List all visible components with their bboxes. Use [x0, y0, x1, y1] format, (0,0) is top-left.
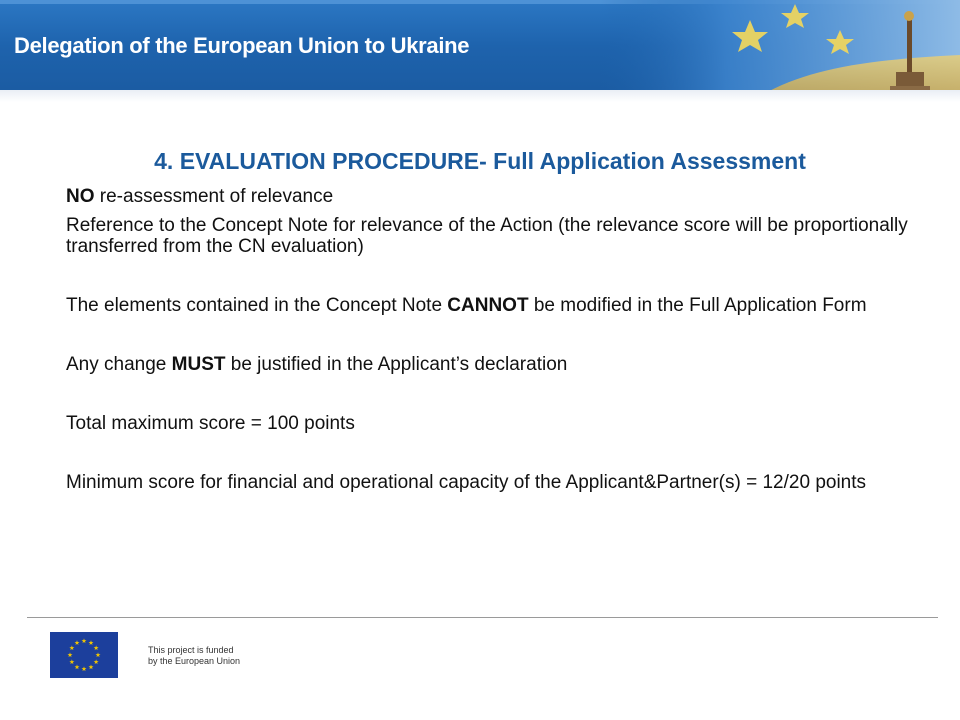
slide-title: 4. EVALUATION PROCEDURE- Full Application Assessment — [154, 148, 806, 174]
banner-title: Delegation of the European Union to Ukraine — [14, 33, 470, 58]
bold-emphasis: MUST — [171, 354, 226, 375]
banner-bottom-stripe — [0, 90, 960, 102]
header-banner — [0, 0, 960, 102]
paragraph-text-pre: Any change — [66, 354, 172, 375]
paragraph-text-post: be justified in the Applicant’s declaration — [225, 354, 568, 375]
footer-line-2: by the European Union — [148, 656, 241, 666]
banner-decoration-icon — [600, 0, 960, 102]
bold-lead: NO — [66, 186, 95, 207]
footer-divider — [27, 617, 938, 618]
paragraph-must-justify — [66, 354, 916, 375]
paragraph-text: re-assessment of relevance — [94, 186, 334, 207]
footer-funding-note — [148, 645, 240, 667]
paragraph-minimum-score: Minimum score for financial and operational capacity of the Applicant&Partner(s) = 12/20 points — [66, 472, 867, 493]
slide-body — [66, 186, 916, 493]
eu-flag-icon — [50, 632, 118, 678]
paragraph-total-score: Total maximum score = 100 points — [66, 413, 355, 434]
footer-line-1: This project is funded — [148, 645, 234, 655]
paragraph-text-pre: The elements contained in the Concept Note — [66, 295, 448, 316]
paragraph-no-reassessment — [66, 186, 916, 207]
paragraph-concept-note-reference: Reference to the Concept Note for relevance of the Action (the relevance score will be proportionally transferred from the CN evaluation) — [66, 215, 908, 257]
bold-emphasis: CANNOT — [447, 295, 529, 316]
paragraph-text-post: be modified in the Full Application Form — [528, 295, 867, 316]
paragraph-cannot-modify — [66, 295, 916, 316]
